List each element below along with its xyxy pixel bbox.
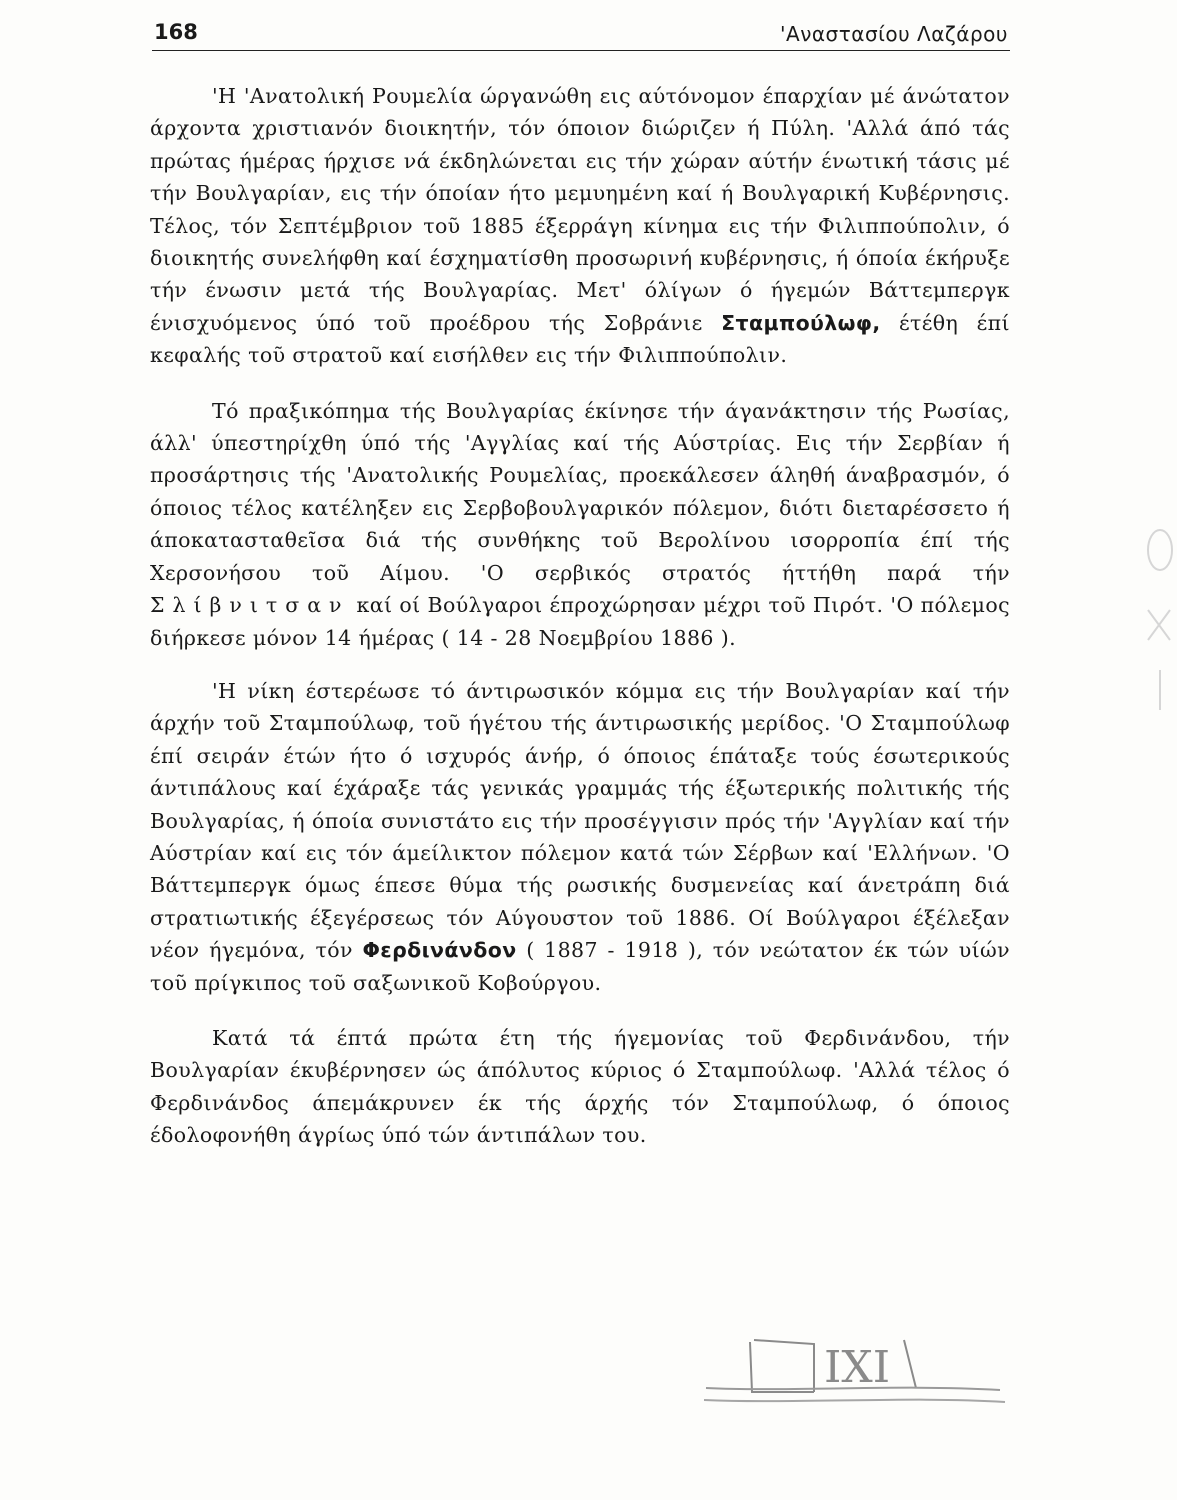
- bleed-mark-2: [1148, 610, 1170, 640]
- name-stamboulov-bold: Σταμπούλωφ,: [721, 310, 881, 335]
- paragraph-2-text-b: καί οί Βούλγαροι έπροχώρησαν μέχρι τοῦ Πιρότ. 'Ο πόλεμος διήρκεσε μόνον 14 ήμέρας ( 14 - 28 Νοεμβρίου 1886 ).: [150, 593, 1010, 650]
- body-text: [150, 80, 1010, 1175]
- place-slivnitsa-spaced: Σλίβνιτσαν: [150, 593, 350, 618]
- bleed-mark-1: [1148, 530, 1172, 570]
- paragraph-3-text-b: ( 1887 - 1918 ), τόν νεώτατον έκ τών υίών τοῦ πρίγκιπος τοῦ σαξωνικοῦ Κοβούργου.: [150, 938, 1010, 995]
- underline-stroke-1: [706, 1388, 1000, 1390]
- paragraph-2-text-a: Τό πραξικόπημα τής Βουλγαρίας έκίνησε τήν άγανάκτησιν τής Ρωσίας, άλλ' ύπεστηρίχθη ύπό τής 'Αγγλίας καί τής Αύστρίας. Εις τήν Σερβίαν ή προσάρτησις τής 'Ανατολικής Ρουμελίας, προεκάλεσεν άληθή άναβρασμόν, ό όποιος τέλος κατέληξεν εις Σερβοβουλγαρικόν πόλεμον, διότι διεταρέσσετο ή άποκατασταθεῖσα διά τής συνθήκης τοῦ Βερολίνου ισορροπία έπί τής Χερσονήσου τοῦ Αίμου. 'Ο σερβικός στρατός ήττήθη παρά τήν: [150, 398, 1010, 585]
- name-ferdinand-bold: Φερδινάνδον: [362, 938, 517, 963]
- paragraph-1-text-b: έτέθη έπί κεφαλής τοῦ στρατοῦ καί εισήλθεν εις τήν Φιλιππούπολιν.: [150, 310, 1010, 368]
- page-number: 168: [154, 20, 198, 44]
- bleed-through-marks: [1130, 520, 1177, 720]
- stamp-underline: [700, 1380, 1010, 1410]
- paragraph-2: [150, 395, 1010, 654]
- page-header: [152, 16, 1010, 51]
- paragraph-3: [150, 675, 1010, 999]
- running-head: 'Αναστασίου Λαζάρου: [780, 22, 1008, 46]
- underline-stroke-2: [704, 1400, 1005, 1402]
- paragraph-3-text-a: 'Η νίκη έστερέωσε τό άντιρωσικόν κόμμα εις τήν Βουλγαρίαν καί τήν άρχήν τοῦ Σταμπούλωφ, τοῦ ήγέτου τής άντιρωσικής μερίδος. 'Ο Σταμπούλωφ έπί σειράν έτών ήτο ό ισχυρός άνήρ, ό όποιος έπάταξε τούς έσωτερικούς άντιπάλους καί έχάραξε τάς γενικάς γραμμάς τής έξωτερικής πολιτικής τής Βουλγαρίας, ή όποία συνιστάτο εις τήν προσέγγισιν πρός τήν 'Αγγλίαν καί τήν Αύστρίαν καί εις τόν άμείλικτον πόλεμον κατά τών Σέρβων καί 'Ελλήνων. 'Ο Βάττεμπεργκ όμως έπεσε θύμα τής ρωσικής δυσμενείας καί άνετράπη διά στρατιωτικής έξεγέρσεως τόν Αύγουστον τοῦ 1886. Οί Βούλγαροι έξέλεξαν νέον ήγεμόνα, τόν: [150, 678, 1010, 963]
- paragraph-1-text-a: 'Η 'Ανατολική Ρουμελία ώργανώθη εις αύτόνομον έπαρχίαν μέ άνώτατον άρχοντα χριστιανόν διοικητήν, τόν όποιον διώριζεν ή Πύλη. 'Αλλά άπό τάς πρώτας ήμέρας ήρχισε νά έκδηλώνεται εις τήν χώραν αύτήν ένωτική τάσις μέ τήν Βουλγαρίαν, εις τήν όποίαν ήτο μεμυημένη καί ή Βουλγαρική Κυβέρνησις. Τέλος, τόν Σεπτέμβριον τοῦ 1885 έξερράγη κίνημα εις τήν Φιλιππούπολιν, ό διοικητής συνελήφθη καί έσχηματίσθη προσωρινή κυβέρνησις, ή όποία έκήρυξε τήν ένωσιν μετά τής Βουλγαρίας. Μετ' όλίγων ό ήγεμών Βάττεμπεργκ ένισχυόμενος ύπό τοῦ προέδρου τής Σοβράνιε: [150, 84, 1010, 335]
- paragraph-4: [150, 1022, 1010, 1152]
- paragraph-1: [150, 80, 1010, 372]
- paragraph-4-text: Κατά τά έπτά πρώτα έτη τής ήγεμονίας τοῦ Φερδινάνδου, τήν Βουλγαρίαν έκυβέρνησεν ώς άπόλυτος κύριος ό Σταμπούλωφ. 'Αλλά τέλος ό Φερδινάνδος άπεμάκρυνεν έκ τής άρχής τόν Σταμπούλωφ, ό όποιος έδολοφονήθη άγρίως ύπό τών άντιπάλων του.: [150, 1025, 1010, 1148]
- stamp-label: ΙΧΙ: [824, 1342, 891, 1393]
